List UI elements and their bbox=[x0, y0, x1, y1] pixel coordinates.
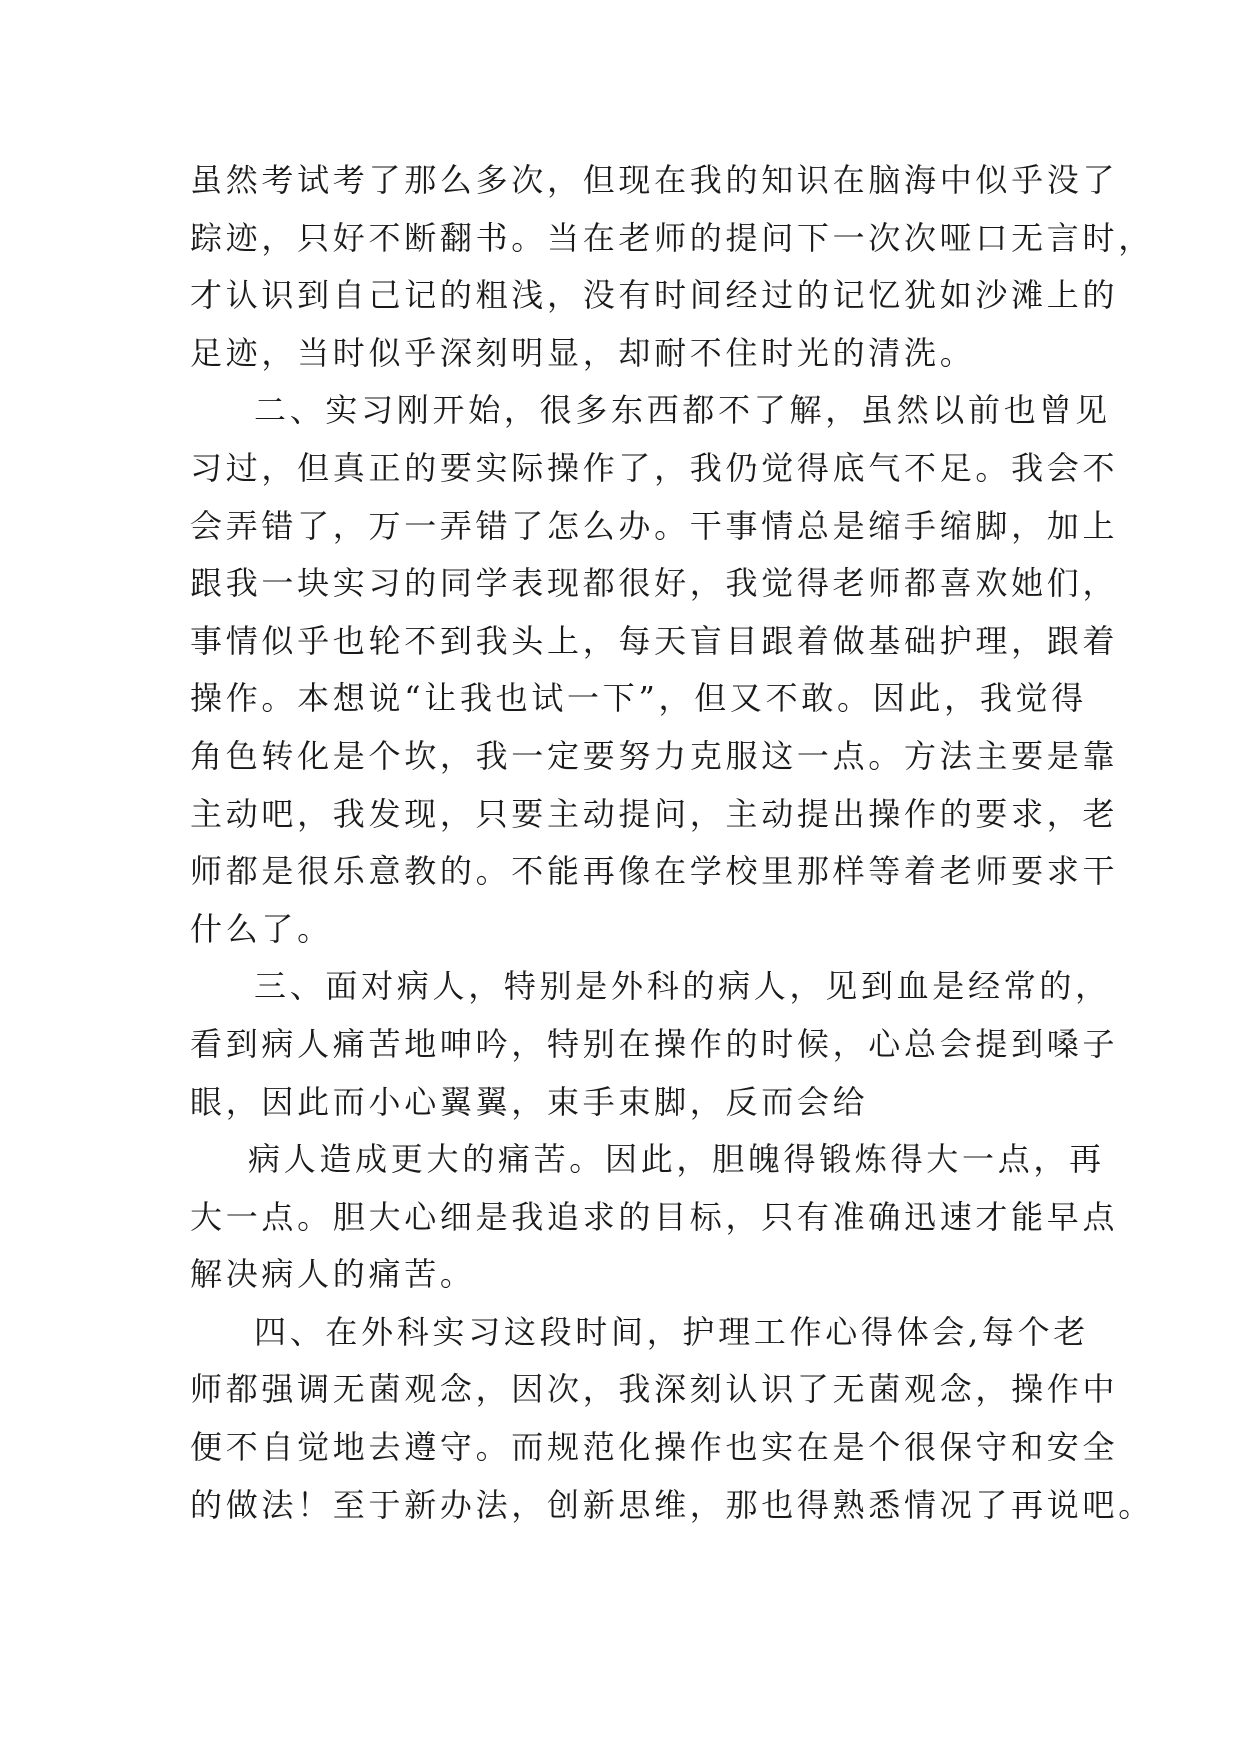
text-line: 跟我一块实习的同学表现都很好，我觉得老师都喜欢她们， bbox=[190, 564, 1119, 603]
text-line: 事情似乎也轮不到我头上，每天盲目跟着做基础护理，跟着 bbox=[190, 621, 1119, 660]
body-text bbox=[190, 152, 1154, 1534]
text-line: 师都强调无菌观念，因次，我深刻认识了无菌观念，操作中 bbox=[190, 1370, 1119, 1409]
text-line: 的做法！至于新办法，创新思维，那也得熟悉情况了再说吧。 bbox=[190, 1485, 1154, 1524]
text-line: 主动吧，我发现，只要主动提问，主动提出操作的要求，老 bbox=[190, 794, 1119, 833]
paragraph-start-line: 三、面对病人，特别是外科的病人，见到血是经常的， bbox=[254, 967, 1111, 1006]
text-line: 会弄错了，万一弄错了怎么办。干事情总是缩手缩脚，加上 bbox=[190, 506, 1119, 545]
text-line: 习过，但真正的要实际操作了，我仍觉得底气不足。我会不 bbox=[190, 448, 1119, 487]
paragraph-start-line: 二、实习刚开始，很多东西都不了解，虽然以前也曾见 bbox=[254, 391, 1111, 430]
text-line: 看到病人痛苦地呻吟，特别在操作的时候，心总会提到嗓子 bbox=[190, 1024, 1119, 1063]
text-line: 操作。本想说“让我也试一下”，但又不敢。因此，我觉得 bbox=[190, 679, 1087, 718]
text-line: 踪迹，只好不断翻书。当在老师的提问下一次次哑口无言时， bbox=[190, 218, 1154, 257]
text-line: 师都是很乐意教的。不能再像在学校里那样等着老师要求干 bbox=[190, 852, 1119, 891]
text-line: 虽然考试考了那么多次，但现在我的知识在脑海中似乎没了 bbox=[190, 161, 1119, 199]
paragraph-start-line: 四、在外科实习这段时间，护理工作心得体会,每个老 bbox=[254, 1312, 1089, 1351]
paragraph-start-line: 病人造成更大的痛苦。因此，胆魄得锻炼得大一点，再 bbox=[248, 1140, 1105, 1179]
text-line: 便不自觉地去遵守。而规范化操作也实在是个很保守和安全 bbox=[190, 1428, 1119, 1467]
text-line: 什么了。 bbox=[190, 909, 333, 948]
text-line: 才认识到自己记的粗浅，没有时间经过的记忆犹如沙滩上的 bbox=[190, 276, 1119, 315]
text-line: 眼，因此而小心翼翼，束手束脚，反而会给 bbox=[190, 1082, 869, 1121]
text-line: 足迹，当时似乎深刻明显，却耐不住时光的清洗。 bbox=[190, 333, 976, 372]
text-line: 角色转化是个坎，我一定要努力克服这一点。方法主要是靠 bbox=[190, 736, 1119, 775]
text-line: 解决病人的痛苦。 bbox=[190, 1255, 476, 1294]
text-line: 大一点。胆大心细是我追求的目标，只有准确迅速才能早点 bbox=[190, 1197, 1119, 1236]
